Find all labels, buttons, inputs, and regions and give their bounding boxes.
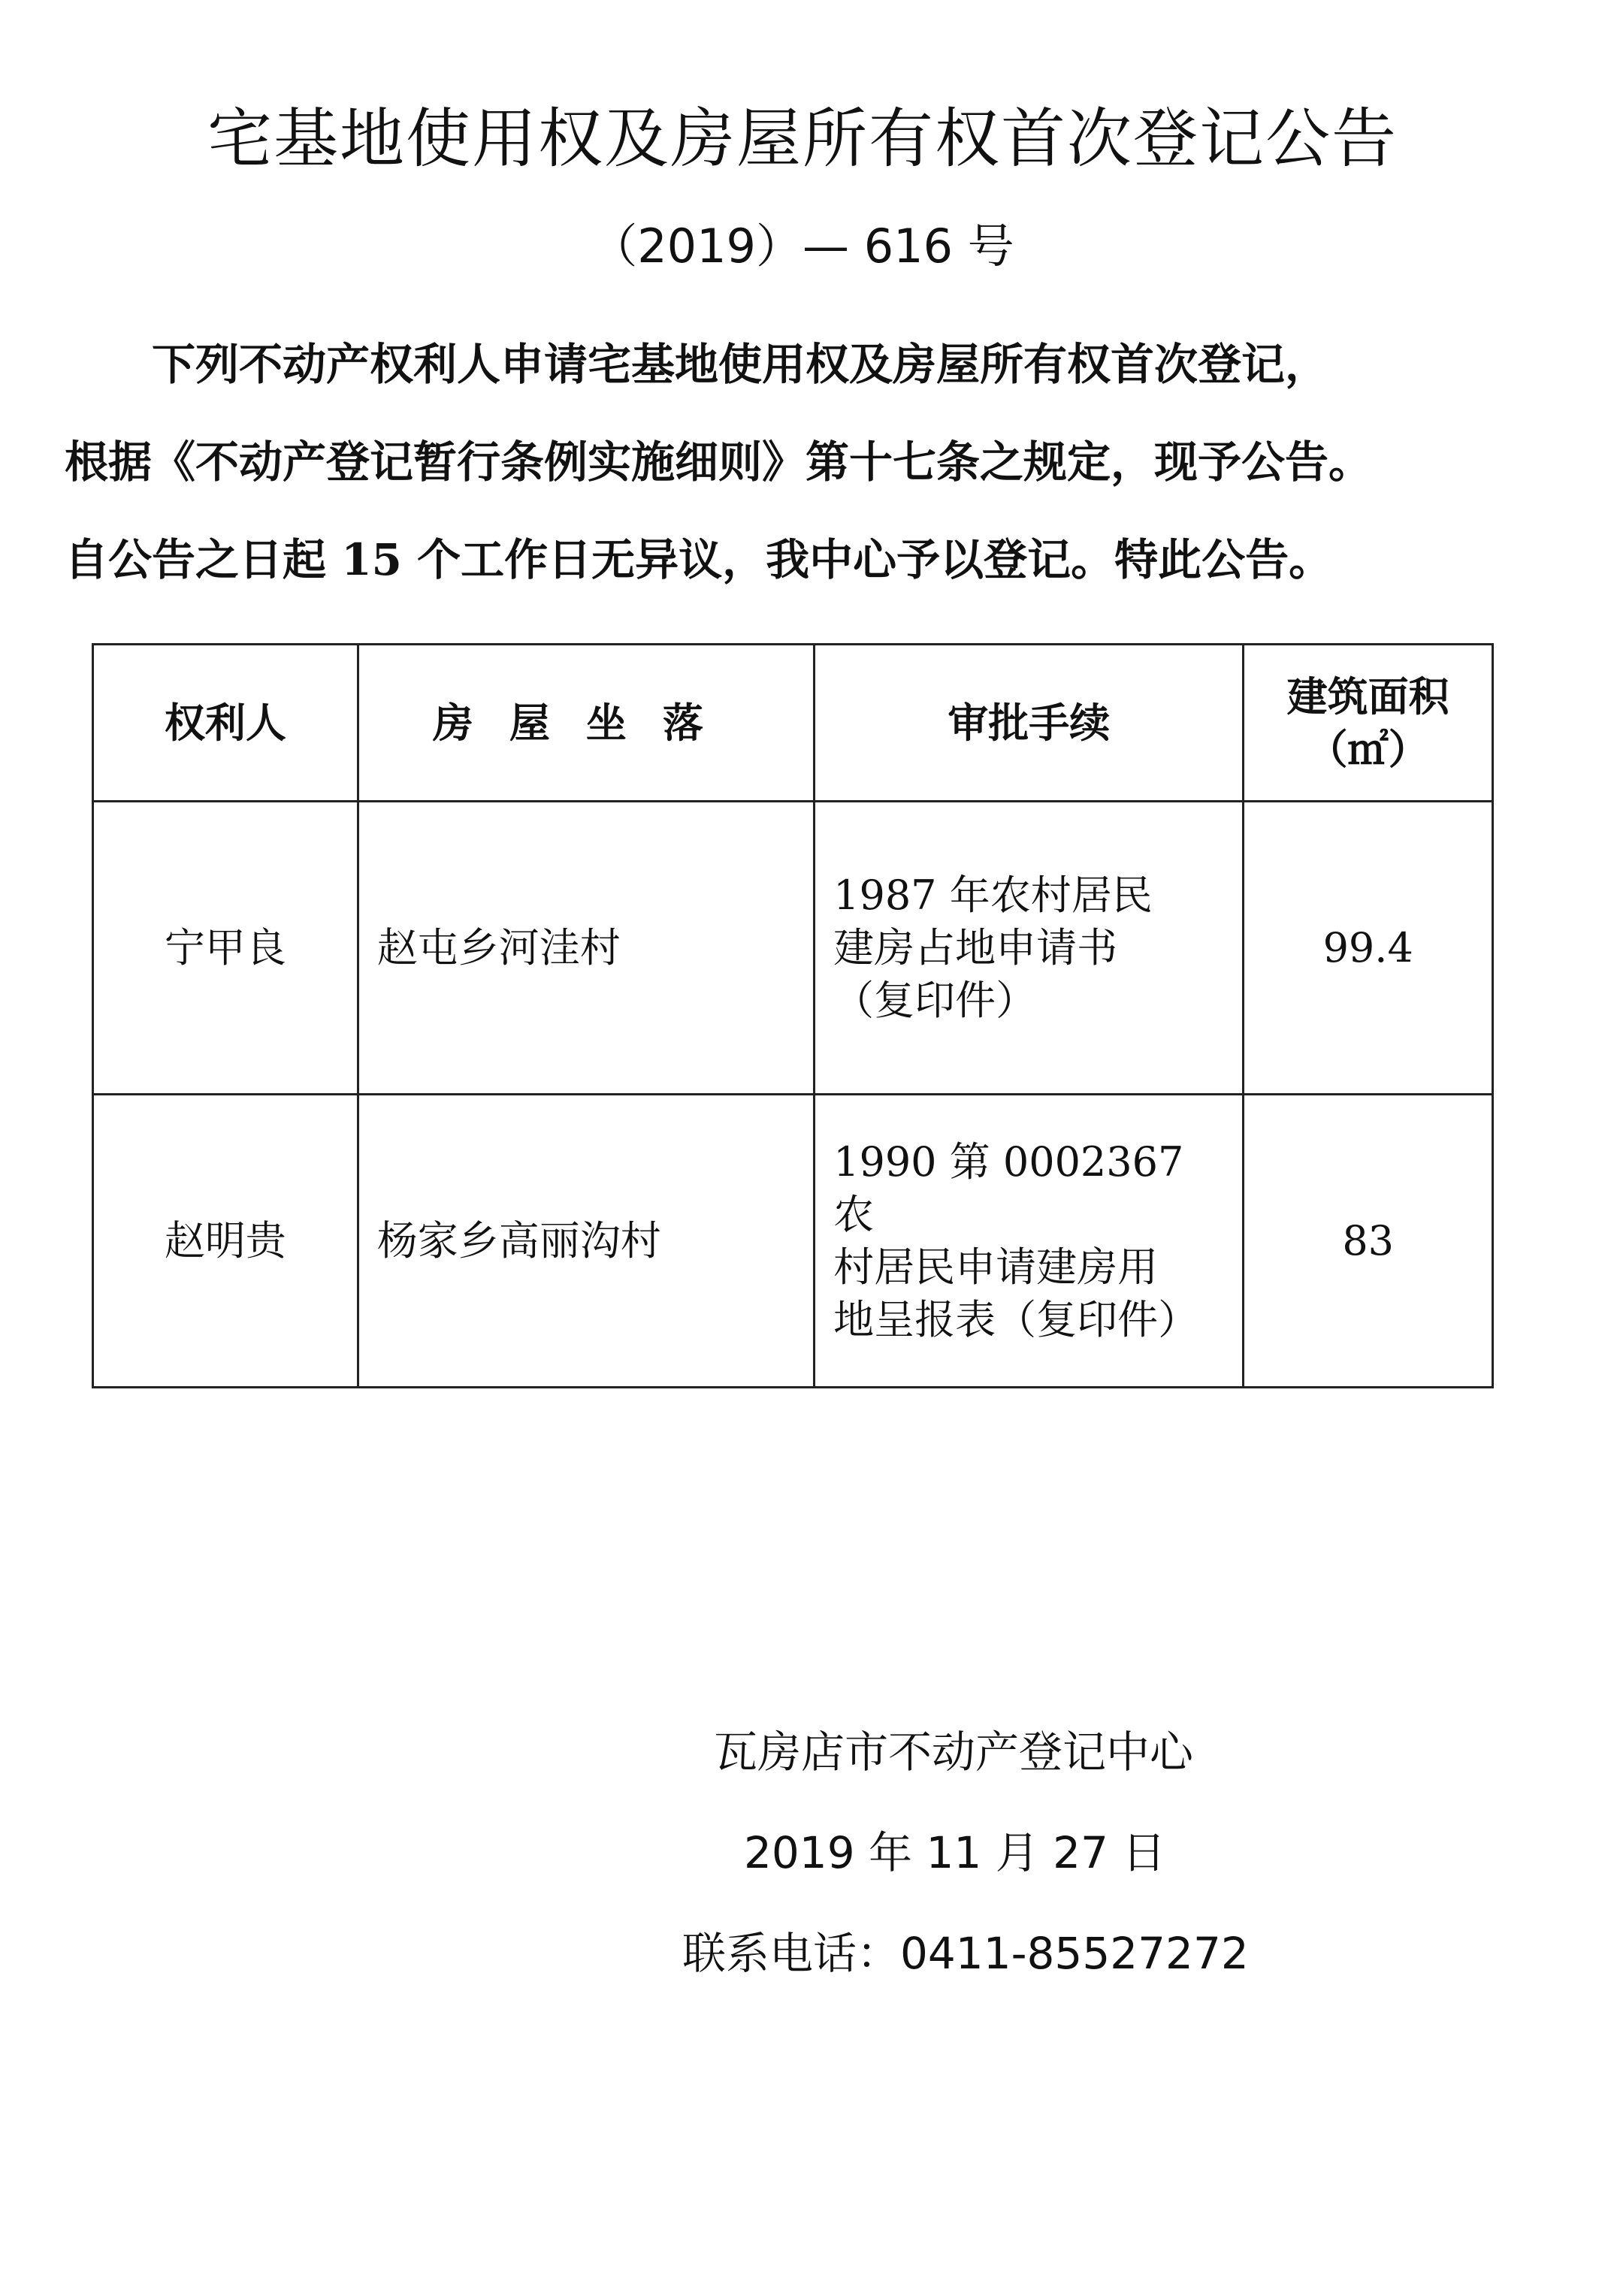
- cell-area: 83: [1244, 1095, 1493, 1388]
- cell-owner: 宁甲良: [93, 802, 358, 1095]
- notice-body-line: 根据《不动产登记暂行条例实施细则》第十七条之规定，现予公告。: [65, 437, 1373, 488]
- cell-approval-line: （复印件）: [833, 976, 1037, 1024]
- notice-number: （2019）— 616 号: [591, 219, 1014, 273]
- cell-approval-line: 地呈报表（复印件）: [833, 1295, 1199, 1343]
- table-row: [93, 802, 1493, 1095]
- notice-title: 宅基地使用权及房屋所有权首次登记公告: [207, 101, 1398, 177]
- header-area-unit: （㎡）: [1307, 725, 1429, 773]
- table-row: [93, 1095, 1493, 1388]
- issuing-organization: 瓦房店市不动产登记中心: [714, 1727, 1194, 1778]
- notice-body-line: 自公告之日起 15 个工作日无异议，我中心予以登记。特此公告。: [65, 534, 1333, 585]
- issue-date: 2019 年 11 月 27 日: [744, 1827, 1166, 1878]
- header-owner: 权利人: [93, 645, 358, 802]
- notice-body: [65, 316, 1560, 609]
- header-location: 房屋坐落: [358, 645, 814, 802]
- cell-approval-line: 建房占地申请书: [833, 923, 1118, 971]
- table-header-row: [93, 645, 1493, 802]
- cell-approval: [815, 1095, 1244, 1388]
- cell-approval-line: 1987 年农村居民: [833, 871, 1153, 919]
- cell-approval-line: 1990 第 0002367 农: [833, 1137, 1184, 1238]
- contact-phone: 联系电话：0411-85527272: [682, 1928, 1249, 1979]
- cell-area: 99.4: [1244, 802, 1493, 1095]
- header-area-label: 建筑面积: [1286, 672, 1449, 721]
- header-approval: 审批手续: [815, 645, 1244, 802]
- header-area: [1244, 645, 1493, 802]
- cell-approval-line: 村居民申请建房用: [833, 1243, 1159, 1291]
- cell-owner: 赵明贵: [93, 1095, 358, 1388]
- cell-approval: [815, 802, 1244, 1095]
- cell-location: 赵屯乡河洼村: [358, 802, 814, 1095]
- cell-location: 杨家乡高丽沟村: [358, 1095, 814, 1388]
- registration-table: [92, 643, 1494, 1388]
- notice-body-line: 下列不动产权利人申请宅基地使用权及房屋所有权首次登记，: [152, 339, 1329, 390]
